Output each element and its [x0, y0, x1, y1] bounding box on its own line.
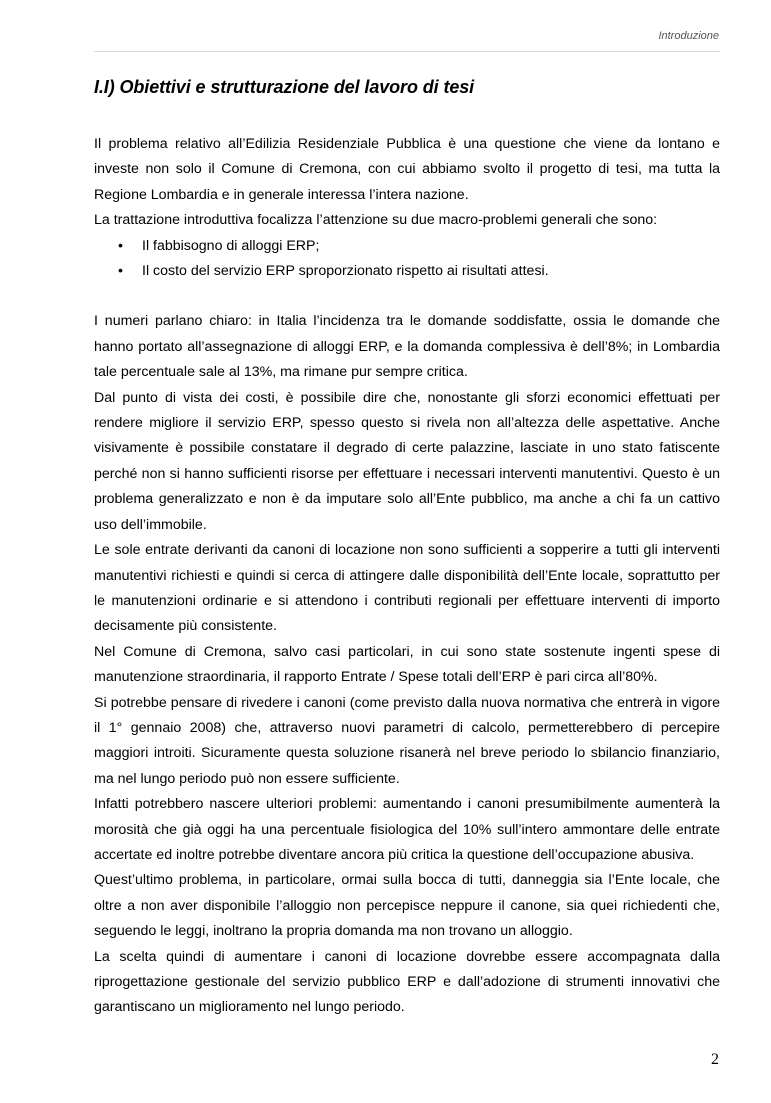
paragraph-gap: [94, 284, 720, 309]
paragraph-conclusion: La scelta quindi di aumentare i canoni di locazione dovrebbe essere accompagnata dalla riprogettazione gestionale del servizio pubblico ERP e dall’adozione di strumenti innovativi che garantiscano un miglioramento nel lungo periodo.: [94, 948, 720, 1016]
paragraph-cremona: Nel Comune di Cremona, salvo casi particolari, in cui sono state sostenute ingenti spese di manutenzione straordinaria, il rapporto Entrate / Spese totali dell’ERP è pari circa all’80%.: [94, 643, 720, 686]
paragraph-costs: Dal punto di vista dei costi, è possibile dire che, nonostante gli sforzi economici effettuati per rendere migliore il servizio ERP, spesso questo si rivela non all’altezza delle aspettative. Anche visivamente è possibile constatare il degrado di certe palazzine, lasciate in uno stato fatiscente perché non si hanno sufficienti risorse per effettuare i necessari interventi manutentivi. Questo è un problema generalizzato e non è da imputare solo all’Ente pubblico, ma anche a chi fa un cattivo uso dell’immobile.: [94, 389, 720, 533]
section-title: I.I) Obiettivi e strutturazione del lavoro di tesi: [94, 77, 475, 97]
paragraph-intro: Il problema relativo all’Edilizia Residenziale Pubblica è una questione che viene da lontano e investe non solo il Comune di Cremona, con cui abbiamo svolto il progetto di tesi, ma tutta la Regione Lombardia e in generale interessa l’intera nazione.: [94, 136, 720, 203]
list-item: [94, 259, 720, 284]
list-item-text: Il costo del servizio ERP sproporzionato rispetto ai risultati attesi.: [142, 263, 549, 280]
paragraph-macro-problems: La trattazione introduttiva focalizza l’attenzione su due macro-problemi generali che sono:: [94, 212, 658, 229]
paragraph-rent-review: Si potrebbe pensare di rivedere i canoni (come previsto dalla nuova normativa che entrerà in vigore il 1° gennaio 2008) che, attraverso nuovi parametri di calcolo, permetterebbero di percepire maggiori introiti. Sicuramente questa soluzione risanerà nel breve periodo lo sbilancio finanziario, ma nel lungo periodo può non essere sufficiente.: [94, 694, 720, 787]
page-number: 2: [711, 1051, 719, 1068]
header-rule: [94, 51, 720, 52]
list-item: [94, 234, 720, 259]
bullet-icon: •: [118, 263, 123, 280]
paragraph-numbers: I numeri parlano chiaro: in Italia l’incidenza tra le domande soddisfatte, ossia le domande che hanno portato all’assegnazione di alloggi ERP, e la domanda complessiva è dell’8%; in Lombardia tale percentuale sale al 13%, ma rimane pur sempre critica.: [94, 313, 720, 381]
body-text: [94, 132, 720, 1021]
running-header: Introduzione: [658, 30, 719, 42]
bullet-list: [94, 234, 720, 285]
paragraph-revenues: Le sole entrate derivanti da canoni di locazione non sono sufficienti a sopperire a tutti gli interventi manutentivi richiesti e quindi si cerca di attingere dalle disponibilità dell’Ente locale, soprattutto per le manutenzioni ordinarie e si attendono i contributi regionali per effettuare interventi di importo decisamente più consistente.: [94, 542, 720, 635]
paragraph-abusive-occupation: Quest’ultimo problema, in particolare, ormai sulla bocca di tutti, danneggia sia l’Ente locale, che oltre a non aver disponibile l’alloggio non percepisce neppure il canone, sia quei richiedenti che, seguendo le leggi, inoltrano la propria domanda ma non trovano un alloggio.: [94, 872, 720, 940]
paragraph-further-problems: Infatti potrebbero nascere ulteriori problemi: aumentando i canoni presumibilmente aumenterà la morosità che già oggi ha una percentuale fisiologica del 10% sull’intero ammontare delle entrate accertate ed inoltre potrebbe diventare ancora più critica la questione dell’occupazione abusiva.: [94, 796, 720, 863]
bullet-icon: •: [118, 237, 123, 254]
list-item-text: Il fabbisogno di alloggi ERP;: [142, 237, 320, 254]
